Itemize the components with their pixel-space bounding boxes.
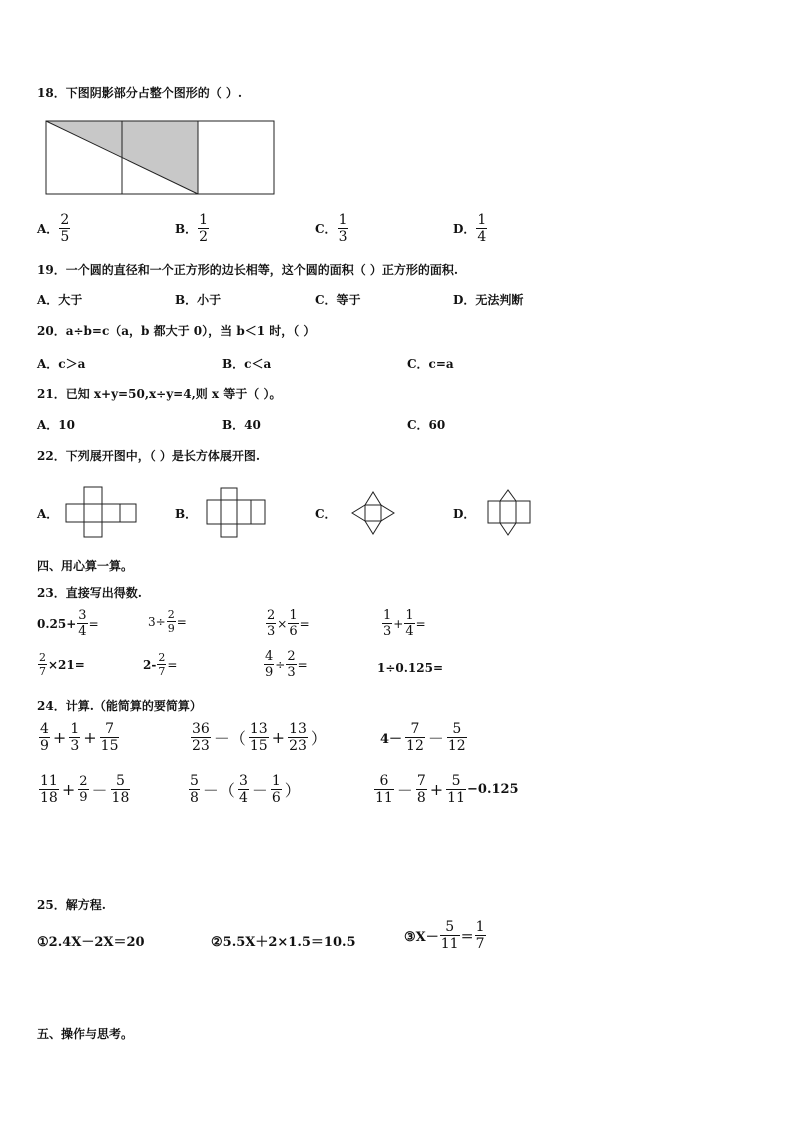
q24-4-frac-1 bbox=[39, 774, 59, 805]
q23-7-num-1: 4 bbox=[265, 649, 274, 664]
q18-option-b[interactable] bbox=[175, 213, 210, 244]
q23-4-frac-1 bbox=[382, 609, 392, 638]
q24-5-op-1: －（ bbox=[202, 781, 235, 800]
q24-6-op-1: － bbox=[396, 781, 413, 800]
q24-1-den-3: 15 bbox=[100, 738, 119, 754]
q25-equation-1: ①2.4X－2X＝20 bbox=[37, 935, 145, 950]
q23-3-num-1: 2 bbox=[267, 608, 276, 623]
q24-5-close: ） bbox=[284, 781, 301, 800]
q18-b-num: 1 bbox=[199, 212, 209, 228]
q24-2-num-3: 13 bbox=[289, 721, 307, 737]
q24-expr-6 bbox=[373, 774, 519, 805]
q24-2-op-2: + bbox=[271, 728, 286, 747]
q25-equation-2: ②5.5X＋2×1.5＝10.5 bbox=[211, 935, 356, 950]
q24-6-den-3: 11 bbox=[447, 790, 465, 806]
q24-expr-5 bbox=[188, 774, 303, 805]
q24-2-num-1: 36 bbox=[192, 721, 210, 737]
q23-3-frac-1 bbox=[266, 609, 276, 638]
q24-6-num-1: 6 bbox=[379, 773, 389, 789]
q24-6-num-2: 7 bbox=[416, 773, 426, 789]
q20-option-c[interactable]: C．c=a bbox=[407, 357, 454, 371]
q23-7-den-2: 3 bbox=[287, 665, 296, 680]
q23-4-num-1: 1 bbox=[383, 608, 392, 623]
q24-expr-2 bbox=[190, 722, 329, 753]
q19-option-b[interactable]: B．小于 bbox=[175, 293, 222, 307]
q22-option-c[interactable]: C． bbox=[315, 507, 337, 521]
q18-a-den: 5 bbox=[60, 229, 70, 245]
q23-2-frac bbox=[167, 609, 176, 634]
q23-stem: 23．直接写出得数. bbox=[37, 586, 142, 600]
q24-4-op-2: － bbox=[91, 781, 108, 800]
q23-1-frac bbox=[77, 609, 87, 638]
q25-3-frac-2 bbox=[475, 920, 486, 951]
q25-3-den-2: 7 bbox=[475, 936, 485, 952]
q21-option-b[interactable]: B．40 bbox=[222, 418, 261, 432]
q18-d-num: 1 bbox=[477, 212, 487, 228]
q23-7-eq: = bbox=[297, 657, 308, 672]
q24-6-post: −0.125 bbox=[467, 782, 519, 797]
q20-option-b[interactable]: B．c＜a bbox=[222, 357, 272, 371]
q24-4-frac-3 bbox=[111, 774, 131, 805]
q24-4-den-1: 18 bbox=[40, 790, 58, 806]
q24-4-den-3: 18 bbox=[111, 790, 130, 806]
q24-1-num-2: 1 bbox=[70, 721, 80, 737]
q24-3-den-2: 12 bbox=[447, 738, 466, 754]
q24-2-num-2: 13 bbox=[249, 721, 268, 737]
q24-3-pre: 4－ bbox=[380, 732, 403, 747]
q18-option-b-fraction bbox=[198, 213, 209, 244]
q23-6-eq: = bbox=[167, 657, 178, 672]
q24-5-den-3: 6 bbox=[271, 790, 281, 806]
q23-item-6 bbox=[143, 652, 177, 677]
q21-option-a[interactable]: A．10 bbox=[37, 418, 76, 432]
q23-6-num: 2 bbox=[158, 651, 166, 664]
q24-2-den-3: 23 bbox=[289, 738, 307, 754]
q23-3-eq: = bbox=[299, 616, 310, 631]
q18-option-a[interactable] bbox=[37, 213, 71, 244]
q24-5-den-2: 4 bbox=[238, 790, 248, 806]
q23-item-8: 1÷0.125= bbox=[377, 661, 444, 675]
q25-equation-3 bbox=[404, 920, 487, 951]
q23-4-op: + bbox=[393, 616, 404, 631]
q23-item-5 bbox=[37, 652, 85, 677]
q23-4-eq: = bbox=[415, 616, 426, 631]
q23-4-num-2: 1 bbox=[405, 608, 414, 623]
q23-item-7 bbox=[263, 650, 308, 679]
q24-1-frac-2 bbox=[69, 722, 80, 753]
q18-option-d-letter: D． bbox=[453, 222, 476, 236]
q18-stem: 18．下图阴影部分占整个图形的（ ）. bbox=[37, 86, 243, 100]
q25-3-num-1: 5 bbox=[445, 919, 455, 935]
q18-option-b-letter: B． bbox=[175, 222, 198, 236]
q24-1-frac-3 bbox=[100, 722, 120, 753]
q25-3-den-1: 11 bbox=[440, 936, 459, 952]
q20-option-a[interactable]: A．c＞a bbox=[37, 357, 86, 371]
q18-b-den: 2 bbox=[199, 229, 209, 245]
q23-7-den-1: 9 bbox=[265, 665, 274, 680]
q24-6-op-2: + bbox=[429, 780, 444, 799]
q24-1-den-2: 3 bbox=[70, 738, 80, 754]
q24-5-num-2: 3 bbox=[238, 773, 248, 789]
q24-2-frac-1 bbox=[191, 722, 211, 753]
q18-c-num: 1 bbox=[338, 212, 348, 228]
q22-net-d bbox=[486, 488, 532, 538]
q23-3-frac-2 bbox=[288, 609, 298, 638]
q23-item-4 bbox=[381, 609, 426, 638]
q24-4-num-1: 11 bbox=[40, 773, 58, 789]
q24-4-den-2: 9 bbox=[79, 790, 88, 805]
q18-option-d-fraction bbox=[476, 213, 487, 244]
q24-5-den-1: 8 bbox=[190, 790, 199, 806]
q24-3-op-1: － bbox=[427, 729, 444, 748]
q24-expr-1 bbox=[38, 722, 120, 753]
q22-net-c bbox=[350, 490, 396, 536]
q24-1-op-1: + bbox=[52, 728, 67, 747]
q19-stem: 19．一个圆的直径和一个正方形的边长相等，这个圆的面积（ ）正方形的面积. bbox=[37, 263, 459, 277]
q24-5-frac-1 bbox=[189, 774, 200, 805]
q23-item-1 bbox=[37, 609, 99, 638]
q18-a-num: 2 bbox=[60, 212, 70, 228]
q24-1-num-3: 7 bbox=[105, 721, 115, 737]
q18-figure bbox=[45, 120, 277, 196]
q23-2-pre: 3÷ bbox=[148, 614, 166, 629]
q24-expr-3 bbox=[378, 722, 468, 753]
q24-4-num-2: 2 bbox=[79, 774, 88, 789]
q19-option-c[interactable]: C．等于 bbox=[315, 293, 361, 307]
q23-6-den: 7 bbox=[158, 665, 166, 678]
q24-2-den-1: 23 bbox=[192, 738, 210, 754]
q23-5-num: 2 bbox=[39, 651, 46, 664]
q18-option-d[interactable] bbox=[453, 213, 488, 244]
q24-5-frac-3 bbox=[271, 774, 282, 805]
q24-6-frac-1 bbox=[374, 774, 394, 805]
q24-4-op-1: + bbox=[61, 780, 76, 799]
q22-option-b[interactable]: B． bbox=[175, 507, 198, 521]
q23-7-frac-2 bbox=[286, 650, 296, 679]
q24-3-num-1: 7 bbox=[410, 721, 420, 737]
q24-4-frac-2 bbox=[78, 775, 88, 804]
q23-7-frac-1 bbox=[264, 650, 274, 679]
q24-6-num-3: 5 bbox=[451, 773, 461, 789]
q18-option-a-letter: A． bbox=[37, 222, 59, 236]
q23-1-num: 3 bbox=[78, 608, 87, 623]
q24-1-frac-1 bbox=[39, 722, 50, 753]
q23-5-frac bbox=[38, 652, 47, 677]
q24-6-frac-3 bbox=[446, 774, 466, 805]
q24-1-den-1: 9 bbox=[40, 738, 49, 754]
q24-3-frac-2 bbox=[447, 722, 467, 753]
q23-item-3 bbox=[265, 609, 310, 638]
q24-2-frac-2 bbox=[249, 722, 269, 753]
q24-1-op-2: + bbox=[83, 728, 97, 747]
q24-5-num-3: 1 bbox=[271, 773, 281, 789]
q24-3-num-2: 5 bbox=[452, 721, 462, 737]
q23-3-den-2: 6 bbox=[289, 624, 298, 639]
q19-option-d[interactable]: D．无法判断 bbox=[453, 293, 524, 307]
q24-3-frac-1 bbox=[405, 722, 425, 753]
q23-2-num: 2 bbox=[167, 608, 175, 621]
q18-option-c-fraction bbox=[338, 213, 349, 244]
q24-6-den-1: 11 bbox=[375, 790, 393, 806]
q23-4-frac-2 bbox=[404, 609, 414, 638]
q23-1-eq: = bbox=[88, 616, 99, 631]
q24-5-op-2: － bbox=[251, 781, 268, 800]
q23-7-num-2: 2 bbox=[287, 649, 296, 664]
q18-d-den: 4 bbox=[477, 229, 487, 245]
q24-2-den-2: 15 bbox=[249, 738, 268, 754]
q18-option-c[interactable] bbox=[315, 213, 349, 244]
q24-3-den-1: 12 bbox=[406, 738, 424, 754]
section-4-heading: 四、用心算一算。 bbox=[37, 559, 134, 573]
q24-4-num-3: 5 bbox=[115, 773, 125, 789]
q25-stem: 25．解方程. bbox=[37, 898, 106, 912]
q20-stem: 20．a÷b=c（a，b 都大于 0），当 b＜1 时，（ ） bbox=[37, 324, 316, 338]
q23-3-den-1: 3 bbox=[267, 624, 276, 639]
q22-net-a bbox=[64, 486, 138, 538]
q23-5-post: ×21= bbox=[48, 657, 85, 672]
q23-7-op: ÷ bbox=[275, 657, 286, 672]
q23-6-frac bbox=[157, 652, 166, 677]
q24-5-num-1: 5 bbox=[190, 773, 199, 789]
q18-c-den: 3 bbox=[338, 229, 348, 245]
q23-1-pre: 0.25+ bbox=[37, 616, 77, 631]
q25-3-frac-1 bbox=[440, 920, 460, 951]
q24-5-frac-2 bbox=[238, 774, 249, 805]
q24-6-frac-2 bbox=[416, 774, 427, 805]
q18-option-a-fraction bbox=[59, 213, 70, 244]
q23-3-num-2: 1 bbox=[289, 608, 298, 623]
q24-stem: 24．计算.（能简算的要简算） bbox=[37, 699, 202, 713]
q25-3-num-2: 1 bbox=[475, 919, 485, 935]
q24-2-close: ） bbox=[310, 729, 327, 748]
q24-1-num-1: 4 bbox=[40, 721, 49, 737]
q23-4-den-2: 4 bbox=[405, 624, 414, 639]
q21-option-c[interactable]: C．60 bbox=[407, 418, 446, 432]
q24-2-op-1: －（ bbox=[213, 729, 246, 748]
q23-5-den: 7 bbox=[39, 665, 46, 678]
q22-net-b bbox=[205, 487, 267, 539]
q22-option-a[interactable]: A． bbox=[37, 507, 59, 521]
q23-1-den: 4 bbox=[78, 624, 87, 639]
q24-6-den-2: 8 bbox=[416, 790, 426, 806]
q23-4-den-1: 3 bbox=[383, 624, 392, 639]
q24-2-frac-3 bbox=[288, 722, 308, 753]
section-5-heading: 五、操作与思考。 bbox=[37, 1027, 134, 1041]
q21-stem: 21．已知 x+y=50,x÷y=4,则 x 等于（ ）。 bbox=[37, 387, 282, 401]
q25-3-op: ＝ bbox=[460, 930, 474, 945]
q24-expr-4 bbox=[38, 774, 131, 805]
q23-6-pre: 2- bbox=[143, 657, 157, 672]
q19-option-a[interactable]: A．大于 bbox=[37, 293, 83, 307]
q23-2-eq: = bbox=[176, 614, 187, 629]
q23-item-2 bbox=[148, 609, 187, 634]
q23-2-den: 9 bbox=[167, 622, 175, 635]
q22-option-d[interactable]: D． bbox=[453, 507, 476, 521]
q18-option-c-letter: C． bbox=[315, 222, 337, 236]
q22-stem: 22．下列展开图中，（ ）是长方体展开图. bbox=[37, 449, 261, 463]
q25-3-pre: ③X－ bbox=[404, 930, 439, 945]
q23-3-op: × bbox=[277, 616, 288, 631]
